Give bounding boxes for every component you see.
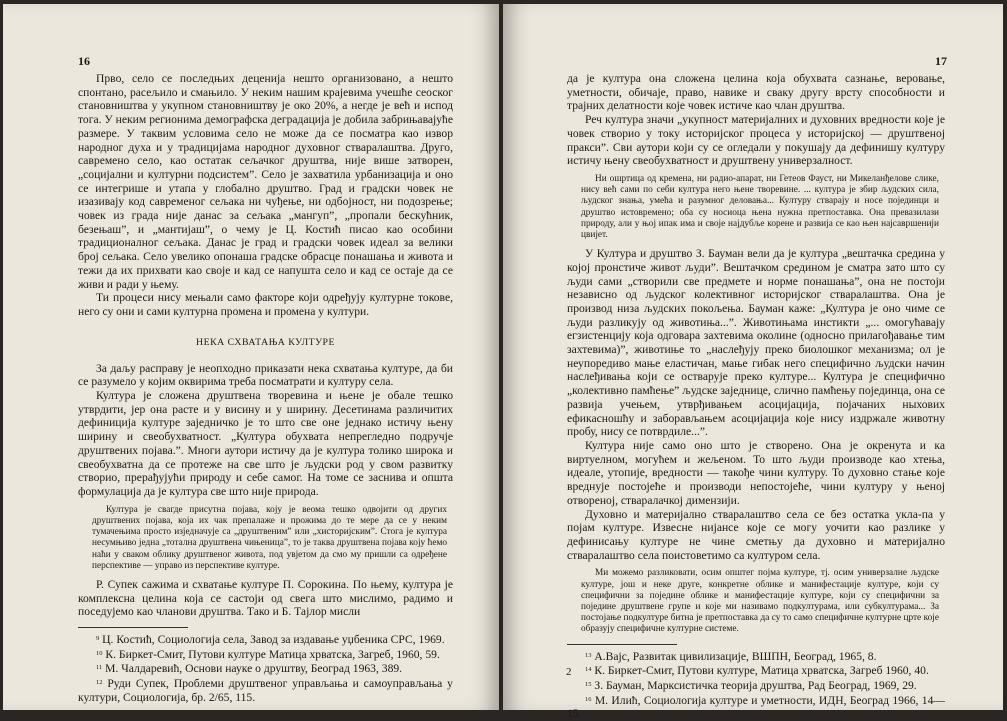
footnote-divider bbox=[78, 627, 188, 628]
footnote-divider bbox=[567, 644, 677, 645]
footnote: $^{16}$ М. Илић, Социологија културе и уметности, ИДН, Београд 1966, 14—15. bbox=[567, 693, 945, 721]
page-number-left: 16 bbox=[78, 54, 90, 68]
paragraph: да је култура она сложена целина која обухвата сазнање, веровање, уметности, обичаје, право, навике и сваку другу врсту способности и трајних делатности које човек истиче као члан друштва. bbox=[567, 72, 945, 113]
block-quote bbox=[581, 568, 939, 635]
right-page-content bbox=[567, 72, 945, 721]
footnote: $^{14}$ К. Биркет-Смит, Путови културе, Матица хрватска, Загреб 1960, 40. bbox=[585, 664, 929, 678]
footnote: $^{13}$ А.Вајс, Развитак цивилизације, ВШПН, Београд, 1965, 8. bbox=[585, 649, 877, 663]
section-heading: НЕКА СХВАТАЊА КУЛТУРЕ bbox=[196, 336, 335, 348]
quote-text: Ми можемо разликовати, осим општег појма културе, тј. осим универзалне људске културе, још и неке друге, конкретне облике и манифестације културе, који су специфични за поједине облике и манифестације културе, који су специфични за поједине друштвене групе и које ми називамо подкултурама, или субкултурама... За постојање подкултуре битна је претпоставка да су то само специфичне културне црте које образују специфичне културне системе. bbox=[581, 568, 939, 635]
footnote: $^{10}$ К. Биркет-Смит, Путови културе Матица хрватска, Загреб, 1960, 59. bbox=[96, 647, 440, 661]
block-quote bbox=[92, 505, 447, 572]
paragraph: Култура није само оно што је створено. Она је окренута и ка виртуелном, могућем и жељеном. То што људи производе као хтења, идеале, утопије, вредности — такође чини културу. То духовно стање које вреднује постојеће и производи непостојеће, чини културу у њеној отвореној, стваралачкој димензији. bbox=[567, 438, 945, 507]
footnote: $^{12}$ Руди Супек, Проблеми друштвеног управљања и самоуправљања у култури, Социологија, бр. 2/65, 115. bbox=[78, 677, 453, 704]
paragraph: У Култура и друштво З. Бауман вели да је култура „вештачка средина у којој пронстиче живот људи”. Вештачком средином је сматра зато што су људи сами „створили све предмете и норме понашања”, она не постоји независно од људског колективног историјског стваралаштва. Она је производ низа људских покољења. Бауман каже: „Култура је оно чиме се људи разликују од животиња...”. Животињама инстикти „... омогућавају егзистенцију која одговара захтевима околине (односно прилагођавање тим захтевима)”, животиње то „наслеђују преко биолошког механизма; ол је неупоредиво мање еластичан, мање гибак него специфично људски начин наслеђивања који се остварује преко културе... Култура је специфично „колективно памћење” људске заједнице, слично памћењу појединца, она се развија учењем, утврђивањем асоцијација, појачаних ныхових ефикасношћу и заборављањем асоцијација које нису издржале животну пробу, нису се потврдиле...”. bbox=[567, 247, 945, 439]
paragraph: Ти процеси нису мењали само факторе који одређују културне токове, него су они и сами културна промена и промена у култури. bbox=[78, 291, 453, 318]
footnote: $^{15}$ З. Бауман, Марксистичка теорија друштва, Рад Београд, 1969, 29. bbox=[585, 678, 917, 692]
left-page-content bbox=[78, 72, 453, 705]
quote-text: Ни ошртица од кремена, ни радио-апарат, ни Гетеов Фауст, ни Микеланђелове слике, нису већ сами по себи култура него њене творевине. ... култура је збир људских сила, људског знања, умећа и разумног деловања... Културу стварају и носе појединци и друштво истовремено; оба су носиоца њена нужна претпоставка. Она превазилази природу, али у њој ипак има и своје најдубље корене и развија се као њен најсавршенији цвијет. bbox=[581, 173, 939, 240]
right-page bbox=[503, 4, 1003, 721]
quote-text: Култура је свагде присутна појава, коју је веома тешко одвојити од других друштвених појава, која их чак препалаже и прожима до те мере да се у неким тумачењима просто изједначује са „друштвеним” или „хисторијским”. Стога је култура несумњиво једна „тотална друштвена чињеница”, то је таква друштвена појава коју ћемо наћи у сваком облику друштвеног живота, под увјетом да смо му пришли са одређене перспективе — управо из перспективе културе. bbox=[92, 504, 447, 571]
paragraph: За даљу расправу је неопходно приказати нека схватања културе, да би се разумело у којим оквирима треба посматрати и културу села. bbox=[78, 361, 453, 389]
page-number-right: 17 bbox=[935, 54, 947, 68]
left-page bbox=[3, 4, 499, 710]
paragraph: Р. Супек сажима и схватање културе П. Сорокина. По њему, култура је комплексна целина која се састоји од свега што мислимо, радимо и поседујемо као чланови друштва. Тако и Б. Тајлор мисли bbox=[78, 577, 453, 619]
footnote: $^{11}$ М. Чалдаревић, Основи науке о друштву, Београд 1963, 389. bbox=[96, 662, 403, 676]
block-quote bbox=[581, 174, 939, 241]
paragraph: Прво, село се последњих деценија нешто организовано, а нешто спонтано, расељило и смањило. У неким нашим крајевима учешће сеоског становништва у укупном становништву је око 20%, а негде је већ и испод тога. У неким регионима демографска деградација је добила забрињавајуће размере. У таквим условима село не може да се посматра као извор народног духа и у традицијама народног духовног стваралаштва. Друго, савремено село, као остатак сељачког друштва, није више затворен, „социјални и културни подсистем”. Село је захватила урбанизација и оно се интегрише и утапа у глобално друштво. Град и градски човек не изазивају код савременог сељака ни чуђење, ни одбојност, ни подозрење; човек из града није данас за сељака „мангуп”, „пропали бескућник, безењаш”, и „мантијаш”, о чему је Ц. Костић писао као особини традиционалног сељака. Данас је град и градски човек идеал за велики број сељака. Село увелико опонаша градске обрасце понашања и живота и тежи да их прихвати као своје и кад се напушта село и кад се остаје да се живи и ради у њему. bbox=[78, 72, 453, 291]
footnote: $^9$ Ц. Костић, Социологија села, Завод за издавање уџбеника СРС, 1969. bbox=[96, 633, 445, 647]
signature-mark: 2 bbox=[566, 666, 572, 678]
paragraph: Култура је сложена друштвена творевина и њене је обале тешко утврдити, јер она расте и у висину и у ширину. Десетинама различитих дефиниција културе заједничко је то што све оне једнако истичу њену ширину и свеобухватност. „Култура обухвата непрегледно подручје друштвених појава.”. Многи аутори истичу да је култура толико широка и свеобухватна да се протеже на све што је људски род у свом развитку створио, прерађујући природу и себе самог. На томе се заснива и општа формулација да је култура све што није природа. bbox=[78, 389, 453, 498]
paragraph: Духовно и материјално стваралаштво села се без остатка укла-па у појам културе. Извесне нијансе које се могу уочити као разлике у дефинисању културе не чине сметњу да духовно и материјално стваралаштво села поистоветимо са културом села. bbox=[567, 507, 945, 562]
paragraph: Реч култура значи „укупност материјалних и духовних вредности које је човек створио у току историјског процеса у историјској — друштвеној пракси”. Сви аутори који су се огледали у покушају да дефинишу културу истичу њену свеобухватност и друштвену универзалност. bbox=[567, 113, 945, 168]
